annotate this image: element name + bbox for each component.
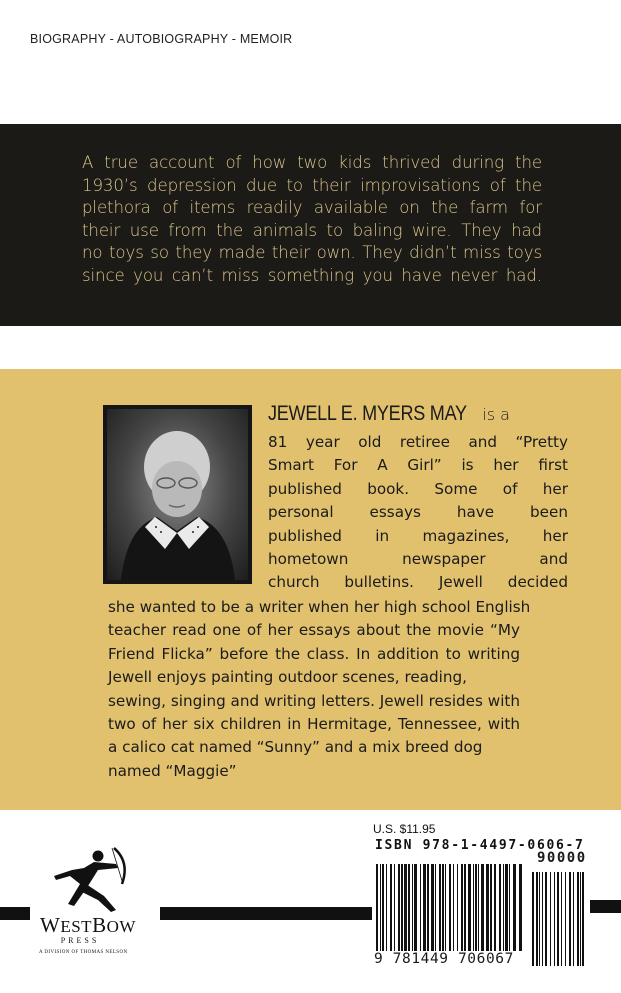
barcode-addon-bar bbox=[536, 872, 538, 966]
divider-rule-right bbox=[590, 900, 621, 913]
barcode-addon-bar bbox=[561, 872, 562, 966]
publisher-division: A DIVISION OF THOMAS NELSON bbox=[39, 950, 128, 955]
isbn-label: ISBN 978-1-4497-0606-7 bbox=[375, 838, 585, 853]
barcode-bar bbox=[513, 864, 516, 956]
brand-letters: EST bbox=[60, 917, 93, 936]
author-photo bbox=[103, 405, 252, 584]
category-label: BIOGRAPHY - AUTOBIOGRAPHY - MEMOIR bbox=[30, 32, 293, 46]
bio-line: personal essays have been bbox=[268, 503, 568, 522]
author-name-suffix: is a bbox=[482, 405, 510, 424]
barcode-bar bbox=[478, 864, 479, 956]
barcode-bar bbox=[481, 864, 484, 956]
bio-line: published in magazines, her bbox=[268, 526, 568, 545]
bio-line: hometown newspaper and bbox=[268, 550, 568, 569]
barcode-bar bbox=[404, 864, 407, 956]
publisher-brand bbox=[40, 913, 136, 938]
bio-line: Smart For A Girl” is her first bbox=[268, 456, 568, 475]
barcode-bar bbox=[412, 864, 413, 956]
synopsis-line: their use from the animals to baling wire. They had bbox=[82, 220, 542, 240]
bio-text-beside-photo bbox=[268, 431, 568, 595]
barcode-bar bbox=[435, 864, 436, 956]
barcode-bar bbox=[414, 864, 417, 956]
author-portrait-image bbox=[107, 409, 248, 580]
barcode-bar bbox=[468, 864, 471, 956]
divider-rule-center bbox=[160, 907, 372, 920]
archer-icon bbox=[26, 840, 156, 920]
bio-line: Friend Flicka” before the class. In addition to writing bbox=[108, 644, 520, 663]
publisher-press: PRESS bbox=[60, 936, 100, 945]
barcode-bar bbox=[420, 864, 421, 956]
barcode-bar bbox=[427, 864, 429, 956]
barcode-addon-bar bbox=[580, 872, 581, 966]
barcode-bar bbox=[376, 864, 378, 956]
barcode-addon-bar bbox=[550, 872, 551, 966]
barcode-bar bbox=[382, 864, 384, 956]
barcode-bar bbox=[499, 864, 501, 956]
brand-letter: B bbox=[92, 913, 107, 937]
barcode-addon-bar bbox=[582, 872, 584, 966]
barcode-bar bbox=[401, 864, 403, 956]
barcode-bar bbox=[461, 864, 463, 956]
barcode-addon-bar bbox=[573, 872, 574, 966]
synopsis-text bbox=[82, 152, 542, 287]
synopsis-line: since you can’t miss something you have never had. bbox=[82, 265, 542, 285]
barcode-addon-bar bbox=[532, 872, 534, 966]
barcode-bar bbox=[449, 864, 451, 956]
bio-line: teacher read one of her essays about the movie “My bbox=[108, 621, 520, 640]
barcode-bar bbox=[442, 864, 444, 956]
barcode-bar bbox=[490, 864, 492, 956]
bio-line: she wanted to be a writer when her high school English bbox=[108, 598, 531, 616]
synopsis-line: no toys so they made their own. They didn’t miss toys bbox=[82, 243, 542, 262]
barcode-addon-bar bbox=[545, 872, 547, 966]
barcode-bar bbox=[439, 864, 441, 956]
barcode-bar bbox=[453, 864, 454, 956]
barcode-bar bbox=[505, 864, 508, 956]
price-label: U.S. $11.95 bbox=[373, 822, 436, 836]
synopsis-line: A true account of how two kids thrived during the bbox=[82, 153, 542, 172]
barcode-digits: 9 781449 706067 bbox=[372, 951, 522, 967]
barcode-bar bbox=[503, 864, 504, 956]
barcode-bar bbox=[457, 864, 458, 956]
barcode-bar bbox=[464, 864, 466, 956]
author-name-line bbox=[268, 402, 568, 426]
brand-letters: OW bbox=[106, 917, 136, 936]
author-name: JEWELL E. MYERS MAY bbox=[268, 402, 467, 425]
barcode-bar bbox=[431, 864, 434, 956]
publisher-logo bbox=[26, 840, 156, 980]
barcode-addon-bar bbox=[557, 872, 559, 966]
bio-line: church bulletins. Jewell decided bbox=[268, 573, 568, 592]
barcode-addon-bar bbox=[569, 872, 571, 966]
synopsis-line: plethora of items readily available on the farm for bbox=[82, 198, 542, 217]
bio-line: Jewell enjoys painting outdoor scenes, reading, bbox=[108, 668, 467, 687]
barcode-addon: 90000 bbox=[537, 850, 587, 866]
barcode-addon-bar bbox=[554, 872, 555, 966]
barcode-bar bbox=[494, 864, 496, 956]
barcode-addon-bar bbox=[577, 872, 579, 966]
barcode-bar bbox=[380, 864, 381, 956]
barcode-bar bbox=[423, 864, 426, 956]
bio-line: named “Maggie” bbox=[108, 761, 237, 780]
barcode-bar bbox=[390, 864, 392, 956]
barcode-bar bbox=[394, 864, 395, 956]
barcode-addon-bar bbox=[542, 872, 543, 966]
barcode-addon-bar bbox=[565, 872, 566, 966]
bio-line: 81 year old retiree and “Pretty bbox=[268, 433, 568, 451]
brand-letter: W bbox=[40, 913, 61, 937]
barcode-addon-bar bbox=[539, 872, 540, 966]
barcode-bar bbox=[398, 864, 400, 956]
barcode-bar bbox=[486, 864, 489, 956]
barcode-bar bbox=[475, 864, 477, 956]
barcode-bar bbox=[386, 864, 387, 956]
barcode-bar bbox=[519, 864, 522, 956]
bio-line: a calico cat named “Sunny” and a mix breed dog bbox=[108, 738, 483, 757]
bio-line: two of her six children in Hermitage, Tennessee, with bbox=[108, 715, 520, 734]
synopsis-line: 1930’s depression due to their improvisations of the bbox=[82, 175, 542, 195]
bio-line: sewing, singing and writing letters. Jewell resides with bbox=[108, 691, 520, 710]
barcode-bar bbox=[473, 864, 474, 956]
bio-line: published book. Some of her bbox=[268, 479, 568, 498]
barcode-bar bbox=[445, 864, 446, 956]
barcode-bar bbox=[509, 864, 510, 956]
bio-text-full bbox=[108, 596, 531, 783]
barcode-bar bbox=[408, 864, 410, 956]
